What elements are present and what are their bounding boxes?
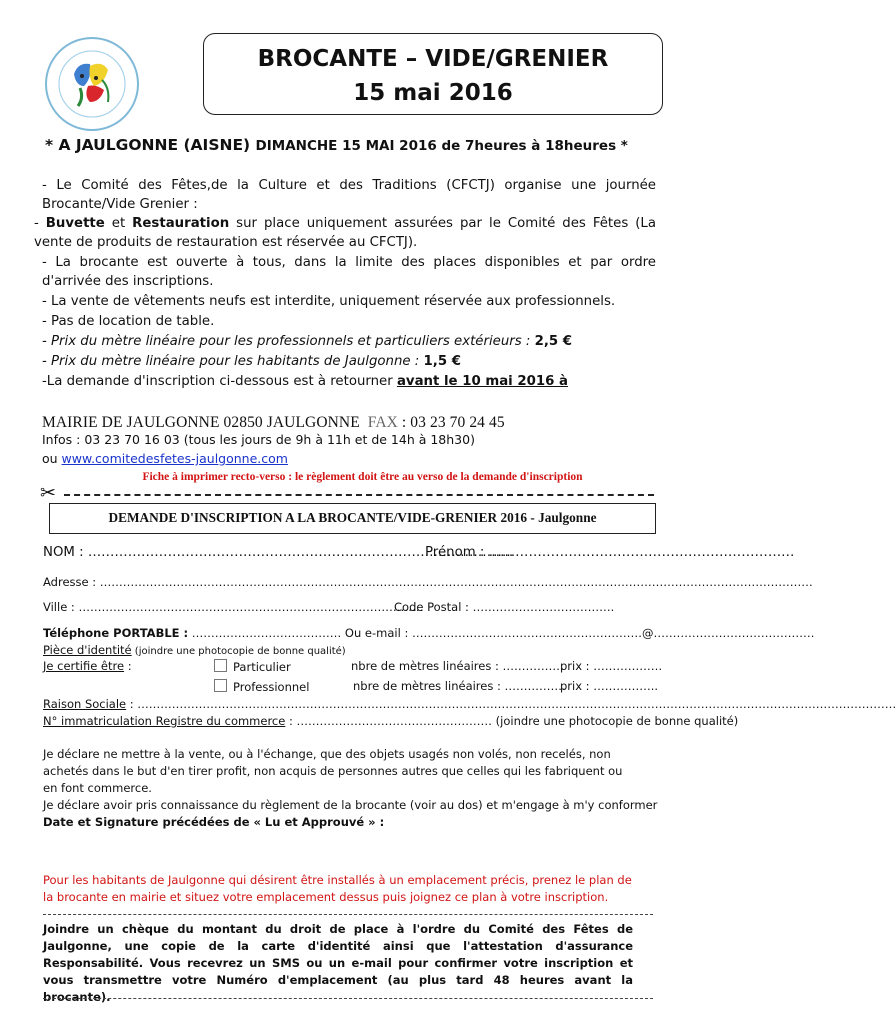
buvette-label: Buvette — [45, 216, 105, 231]
raison-sociale-label: Raison Sociale — [43, 697, 127, 711]
nbre-metres-particulier[interactable]: nbre de mètres linéaires : ……………. — [351, 659, 564, 673]
prix-particulier[interactable]: prix : ……………… — [560, 659, 663, 673]
page-title: BROCANTE – VIDE/GRENIER — [257, 46, 609, 72]
immatriculation-dots: : …………………………………………… (joindre une photocopie de bonne qualité) — [285, 714, 739, 728]
raison-sociale-field[interactable] — [43, 697, 896, 711]
prix-professionnel[interactable]: prix : …………….. — [560, 679, 659, 693]
and-text: et — [104, 216, 133, 231]
particulier-option[interactable] — [214, 659, 291, 674]
certifie-colon: : — [124, 659, 132, 673]
telephone-label: Téléphone PORTABLE : — [43, 626, 189, 640]
headline-location: * A JAULGONNE (AISNE) — [45, 136, 251, 154]
bullet-no-new-clothes: - La vente de vêtements neufs est interdite, uniquement réservée aux professionnels. — [42, 294, 616, 309]
mairie-address — [42, 414, 505, 432]
website-line — [42, 451, 288, 466]
nbre-metres-professionnel[interactable]: nbre de mètres linéaires : ……………. — [353, 679, 566, 693]
price-resident-value: 1,5 € — [423, 354, 461, 369]
page-date: 15 mai 2016 — [353, 80, 513, 106]
adresse-field[interactable]: Adresse : …………………………………………………………………………………………………………………………………………………………………… — [43, 575, 813, 589]
bullet-no-table: - Pas de location de table. — [42, 314, 215, 329]
print-notice: Fiche à imprimer recto-verso : le règlement doit être au verso de la demande d'inscription — [142, 471, 583, 483]
declaration-reglement: Je déclare avoir pris connaissance du règlement de la brocante (voir au dos) et m'engage à m'y conformer — [43, 798, 658, 812]
website-link[interactable]: www.comitedesfetes-jaulgonne.com — [61, 451, 288, 466]
bullet-open-to-all: - La brocante est ouverte à tous, dans la limite des places disponibles et par ordre — [42, 255, 656, 270]
cut-line — [64, 494, 654, 496]
scissors-icon: ✂ — [40, 482, 56, 504]
form-title: DEMANDE D'INSCRIPTION A LA BROCANTE/VIDE-GRENIER 2016 - Jaulgonne — [108, 510, 597, 525]
separator-dashed — [43, 914, 653, 915]
mairie-name: MAIRIE DE JAULGONNE 02850 JAULGONNE — [42, 414, 360, 431]
bullet-price-resident — [42, 352, 461, 371]
piece-identite-line — [43, 643, 346, 657]
piece-identite-label: Pièce d'identité — [43, 643, 132, 657]
certifie-text: Je certifie être — [43, 659, 125, 673]
professionnel-checkbox[interactable] — [214, 679, 227, 692]
separator-dashed-bottom — [43, 998, 653, 999]
form-title-box — [49, 503, 656, 534]
telephone-email-dots: ………………………………… Ou e-mail : ……………………………………………………@…………………………………… — [188, 626, 815, 640]
prenom-field[interactable]: Prénom : …………………………………………………………… — [425, 545, 795, 560]
certifie-label — [43, 659, 132, 673]
or-text: ou — [42, 451, 62, 466]
particulier-label: Particulier — [233, 660, 291, 674]
signature-label: Date et Signature précédées de « Lu et Approuvé » : — [43, 815, 385, 829]
professionnel-label: Professionnel — [233, 680, 310, 694]
dash: - — [34, 216, 46, 231]
ville-field[interactable]: Ville : ……………………………………………………………………………… — [43, 600, 424, 614]
bullet-buvette-cont: vente de produits de restauration est réservée au CFCTJ). — [34, 235, 418, 250]
bullet-organiser-cont: Brocante/Vide Grenier : — [42, 197, 198, 212]
piece-identite-note: (joindre une photocopie de bonne qualité) — [131, 646, 346, 657]
bullet-deadline — [42, 372, 568, 391]
price-resident-text: - Prix du mètre linéaire pour les habitants de Jaulgonne : — [42, 354, 420, 369]
immatriculation-label: N° immatriculation Registre du commerce — [43, 714, 286, 728]
bullet-buvette — [34, 214, 656, 233]
immatriculation-field[interactable] — [43, 714, 738, 728]
fax-label: FAX — [367, 414, 398, 431]
code-postal-field[interactable]: Code Postal : ………………………………. — [394, 600, 615, 614]
deadline-text: -La demande d'inscription ci-dessous est à retourner — [42, 374, 393, 389]
declaration-usage: Je déclare ne mettre à la vente, ou à l'échange, que des objets usagés non volés, non recelés, non achetés dans le but d'en tirer profit, non acquis de personnes autres que celles qui les fabriquent ou en font commerce. — [43, 747, 623, 795]
headline-date-hours: DIMANCHE 15 MAI 2016 de 7heures à 18heures * — [255, 138, 628, 154]
restauration-label: Restauration — [132, 216, 230, 231]
bullet-open-to-all-cont: d'arrivée des inscriptions. — [42, 274, 214, 289]
residents-note: Pour les habitants de Jaulgonne qui désirent être installés à un emplacement précis, prenez le plan de la brocante en mairie et situez votre emplacement dessus puis joignez ce plan à votre inscription. — [43, 873, 632, 904]
price-outside-text: - Prix du mètre linéaire pour les professionnels et particuliers extérieurs : — [42, 334, 531, 349]
professionnel-option[interactable] — [214, 679, 309, 694]
bullet-organiser: - Le Comité des Fêtes,de la Culture et des Traditions (CFCTJ) organise une journée — [42, 178, 656, 193]
fax-number: : 03 23 70 24 45 — [397, 414, 505, 431]
telephone-email-field[interactable] — [43, 626, 814, 640]
deadline-date: avant le 10 mai 2016 à — [396, 374, 568, 389]
price-outside-value: 2,5 € — [534, 334, 573, 349]
cheque-instructions: Joindre un chèque du montant du droit de place à l'ordre du Comité des Fêtes de Jaulgonne, une copie de la carte d'identité ainsi que l'attestation d'assurance Responsabilité. Vous recevrez un SMS ou un e-mail pour confirmer votre inscription et vous transmettre votre Numéro d'emplacement (au plus tard 48 heures avant la brocante). — [43, 922, 633, 1004]
event-headline — [45, 136, 628, 154]
title-box — [203, 33, 663, 115]
raison-sociale-dots: : ……………………………………………………………………………………………………………………………………………………………………………… — [126, 697, 896, 711]
committee-logo — [44, 36, 140, 132]
info-phone: Infos : 03 23 70 16 03 (tous les jours de 9h à 11h et de 14h à 18h30) — [42, 432, 475, 447]
logo-emblem-icon — [44, 36, 140, 132]
nom-field[interactable]: NOM : …………………………………………………………………………………… — [43, 545, 514, 560]
buvette-text: sur place uniquement assurées par le Comité des Fêtes (La — [229, 216, 656, 231]
bullet-price-outside — [42, 332, 572, 351]
particulier-checkbox[interactable] — [214, 659, 227, 672]
